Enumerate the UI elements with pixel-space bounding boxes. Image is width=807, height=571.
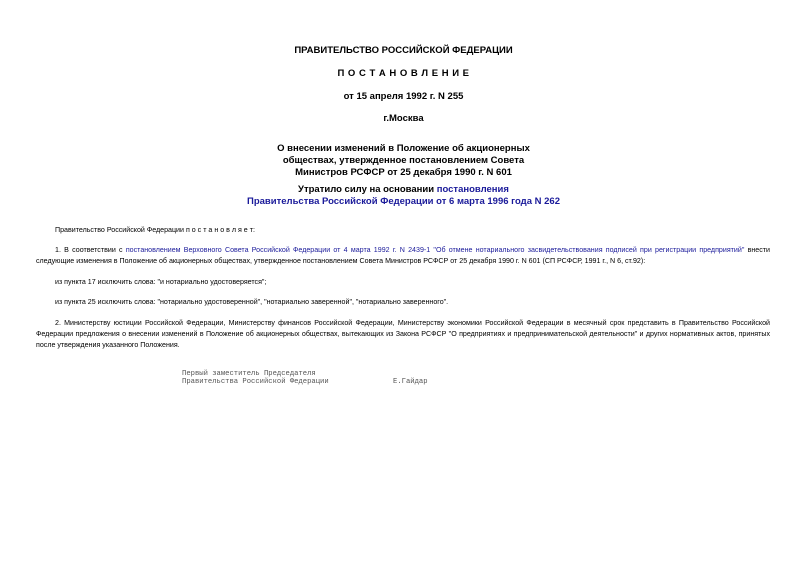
resolution-link[interactable]: постановлением Верховного Совета Российской Федерации от 4 марта 1992 г. N 2439-1 "Об отмене нотариального засвидетельствования подписей при регистрации предприятий" xyxy=(125,246,745,254)
item-17: из пункта 17 исключить слова: "и нотариально удостоверяется"; xyxy=(55,278,267,286)
paragraph-2: 2. Министерству юстиции Российской Федерации, Министерству финансов Российской Федерации, Министерству экономики Российской Федерации в месячный срок представить в Правительство Российской Федерации предложения о внесении изменений в Положение об акционерных обществах, вытекающих из Закона РСФСР "О предприятиях и предпринимательской деятельности" и других нормативных актов, принятых после утверждения указанного Положения. xyxy=(36,319,770,349)
paragraph-1 xyxy=(36,245,770,267)
issuing-authority: ПРАВИТЕЛЬСТВО РОССИЙСКОЙ ФЕДЕРАЦИИ xyxy=(294,45,513,56)
document-title xyxy=(0,143,807,179)
title-line-1: О внесении изменений в Положение об акционерных xyxy=(277,143,530,154)
repeal-link-continuation[interactable]: Правительства Российской Федерации от 6 марта 1996 года N 262 xyxy=(247,196,560,207)
repeal-link[interactable]: постановления xyxy=(436,184,509,195)
title-line-2: обществах, утвержденное постановлением Совета xyxy=(282,155,525,166)
repeal-prefix: Утратило силу на основании xyxy=(298,184,437,195)
intro-paragraph: Правительство Российской Федерации п о с т а н о в л я е т: xyxy=(55,226,255,234)
title-line-3: Министров РСФСР от 25 декабря 1990 г. N 601 xyxy=(295,167,512,178)
document-date-number: от 15 апреля 1992 г. N 255 xyxy=(343,91,464,102)
item-25: из пункта 25 исключить слова: "нотариально удостоверенной", "нотариально заверенной", "нотариально заверенного". xyxy=(55,298,449,306)
signatory-title-1: Первый заместитель Председателя xyxy=(182,370,316,378)
paragraph-1-start: 1. В соответствии с xyxy=(55,246,126,254)
paragraph-1-end: внести следующие изменения в Положение об акционерных обществах, утвержденное постановлением Совета Министров РСФСР от 25 декабря 1990 г. N 601 (СП РСФСР, 1991 г., N 6, ст.92): xyxy=(36,246,770,265)
document-type: П О С Т А Н О В Л Е Н И Е xyxy=(337,68,470,79)
signatory-title-2: Правительства Российской Федерации xyxy=(182,378,329,386)
signatory-name: Е.Гайдар xyxy=(393,378,428,386)
document-city: г.Москва xyxy=(383,113,424,124)
repeal-notice xyxy=(0,184,807,208)
